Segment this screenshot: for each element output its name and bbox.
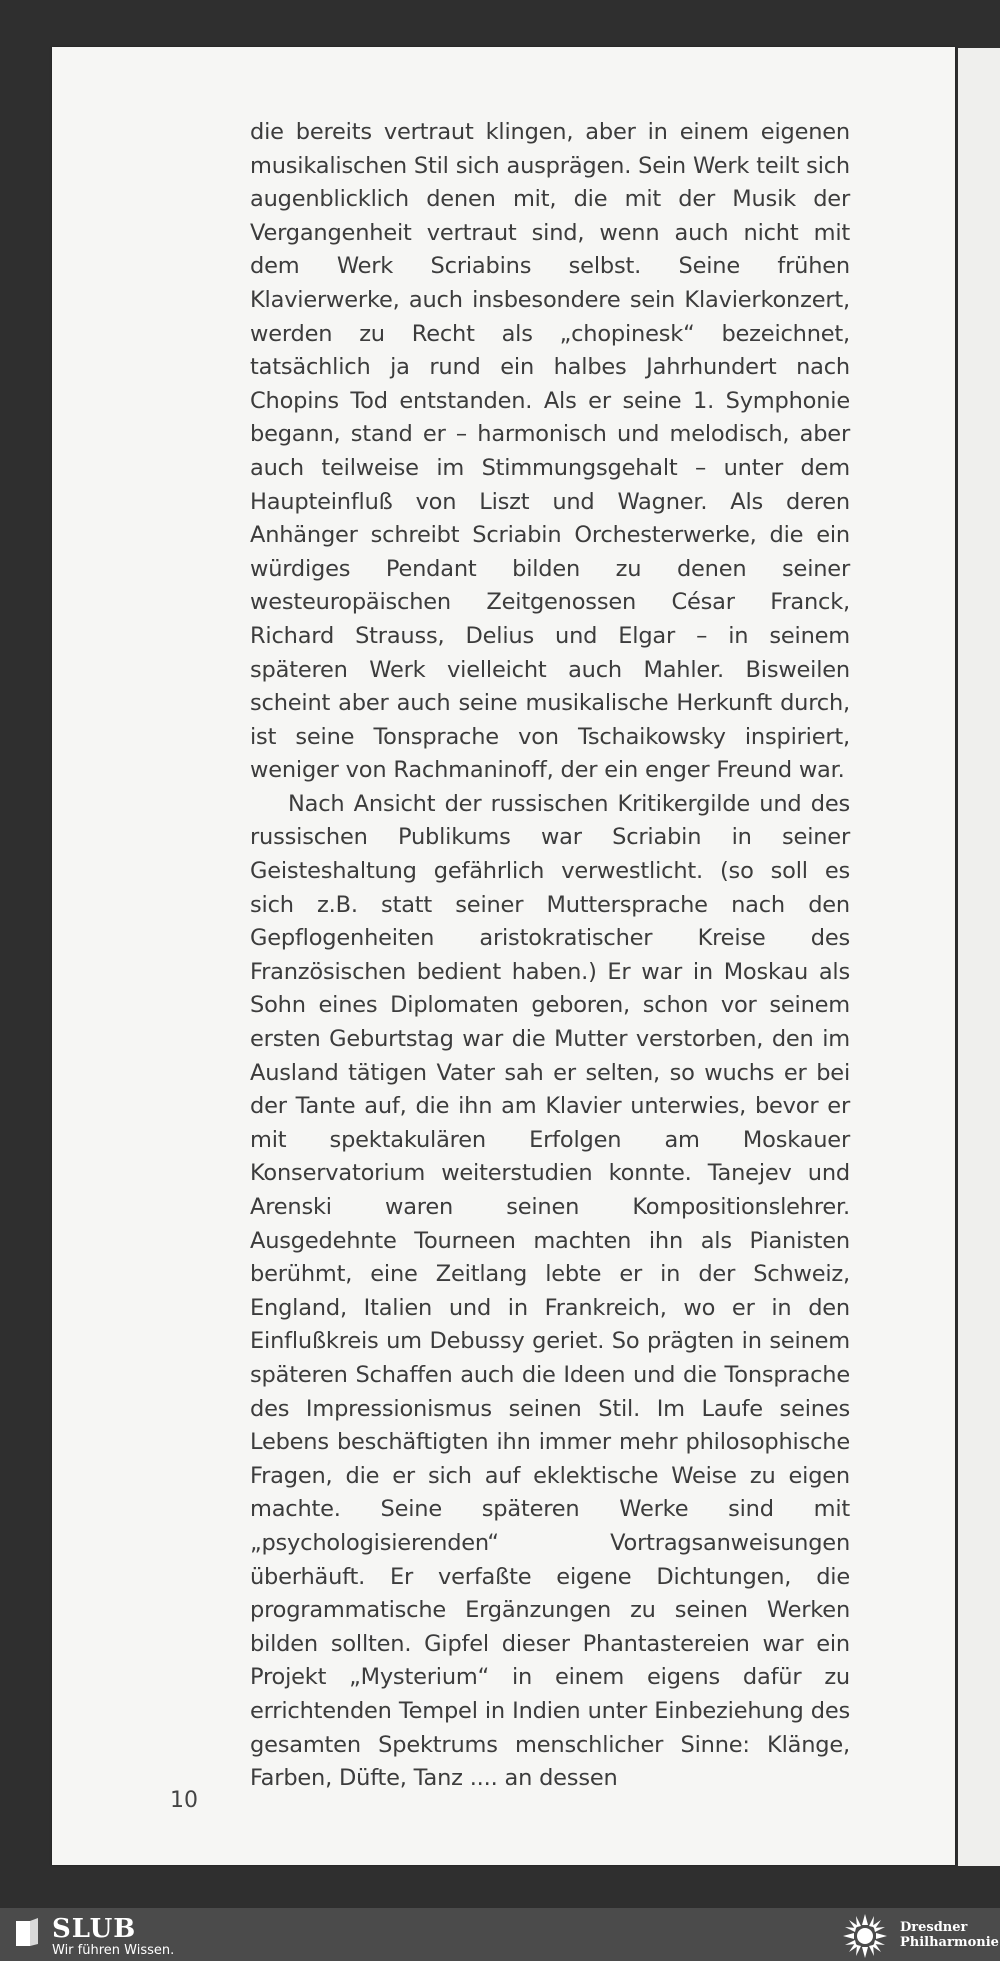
body-text	[250, 116, 850, 1796]
partner-name	[900, 1920, 1000, 1950]
partner-name-line-2: Philharmonie	[900, 1935, 999, 1950]
book-icon	[14, 1918, 40, 1948]
facing-page-edge	[958, 48, 1000, 1866]
paragraph-2: Nach Ansicht der russischen Kritikergilde und des russischen Publikums war Scriabin in seiner Geisteshaltung gefährlich verwestlicht. (so soll es sich z.B. statt seiner Muttersprache nach den Gepflogenheiten aristokratischer Kreise des Französischen bedient haben.) Er war in Moskau als Sohn eines Diplomaten geboren, schon vor seinem ersten Geburtstag war die Mutter verstorben, den im Ausland tätigen Vater sah er selten, so wuchs er bei der Tante auf, die ihn am Klavier unterwies, bevor er mit spektakulären Erfolgen am Moskauer Konservatorium weiterstudien konnte. Tanejev und Arenski waren seinen Kompositionslehrer. Ausgedehnte Tourneen machten ihn als Pianisten berühmt, eine Zeitlang lebte er in der Schweiz, England, Italien und in Frankreich, wo er in den Einflußkreis um Debussy geriet. So prägten in seinem späteren Schaffen auch die Ideen und die Tonsprache des Impressionismus seinen Stil. Im Laufe seines Lebens beschäftigten ihn immer mehr philosophische Fragen, die er sich auf eklektische Weise zu eigen machte. Seine späteren Werke sind mit „psychologisierenden“ Vortragsanweisungen überhäuft. Er verfaßte eigene Dichtungen, die programmatische Ergänzungen zu seinen Werken bilden sollten. Gipfel dieser Phantastereien war ein Projekt „Mysterium“ in einem eigens dafür zu errichtenden Tempel in Indien unter Einbeziehung des gesamten Spektrums menschlicher Sinne: Klänge, Farben, Düfte, Tanz .... an dessen	[250, 790, 850, 1792]
viewer-footer	[0, 1908, 1000, 1961]
library-tagline: Wir führen Wissen.	[52, 1943, 175, 1958]
paragraph-1: die bereits vertraut klingen, aber in einem eigenen musikalischen Stil sich ausprägen. Sein Werk teilt sich augenblicklich denen mit, die mit der Musik der Vergangenheit vertraut sind, wenn auch nicht mit dem Werk Scriabins selbst. Seine frühen Klavierwerke, auch insbesondere sein Klavierkonzert, werden zu Recht als „chopinesk“ bezeichnet, tatsächlich ja rund ein halbes Jahrhundert nach Chopins Tod entstanden. Als er seine 1. Symphonie begann, stand er – harmonisch und melodisch, aber auch teilweise im Stimmungsgehalt – unter dem Haupteinfluß von Liszt und Wagner. Als deren Anhänger schreibt Scriabin Orchesterwerke, die ein würdiges Pendant bilden zu denen seiner westeuropäischen Zeitgenossen César Franck, Richard Strauss, Delius und Elgar – in seinem späteren Werk vielleicht auch Mahler. Bisweilen scheint aber auch seine musikalische Herkunft durch, ist seine Tonsprache von Tschaikowsky inspiriert, weniger von Rachmaninoff, der ein enger Freund war.	[250, 119, 850, 784]
partner-name-line-1: Dresdner	[900, 1920, 968, 1935]
sunburst-icon	[842, 1913, 888, 1959]
page-number: 10	[170, 1788, 198, 1813]
library-name: SLUB	[52, 1914, 137, 1944]
